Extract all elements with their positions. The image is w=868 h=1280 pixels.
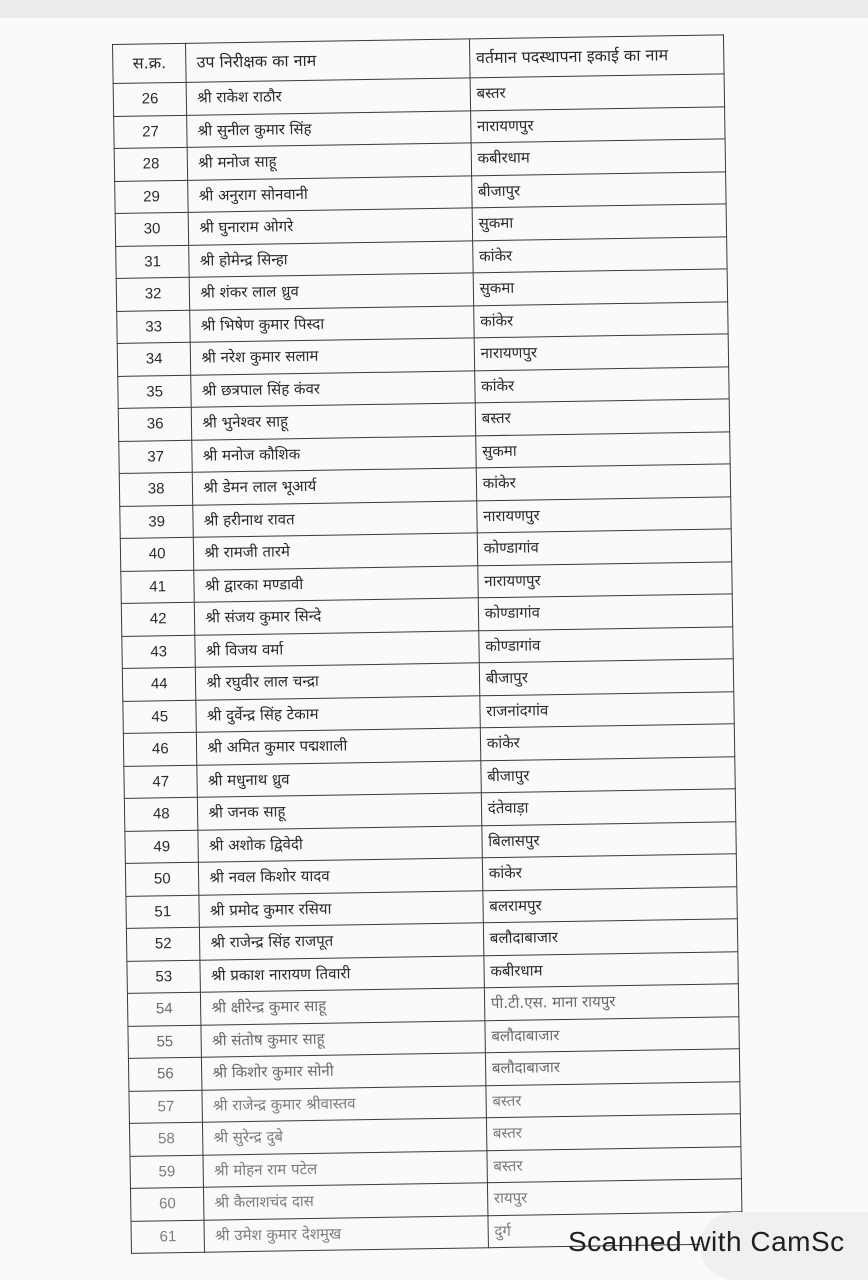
serial-cell: 57 [129,1090,203,1124]
posting-unit-cell: बलौदाबाजार [483,919,738,955]
posting-unit-cell: बस्तर [486,1081,741,1117]
officer-name-cell: श्री किशोर कुमार सोनी [202,1053,486,1090]
officer-name-cell: श्री होमेन्द्र सिन्हा [189,240,473,277]
serial-cell: 45 [123,700,197,734]
posting-unit-cell: कांकेर [473,301,728,337]
officer-name-cell: श्री छत्रपाल सिंह कंवर [191,370,475,407]
scanner-watermark: Scanned with CamSc [568,1226,845,1257]
serial-cell: 37 [119,440,193,474]
posting-unit-cell: बस्तर [486,1114,741,1150]
serial-cell: 50 [125,862,199,896]
serial-cell: 44 [122,667,196,701]
posting-unit-cell: कांकेर [472,236,727,272]
posting-unit-cell: रायपुर [487,1179,742,1215]
officer-name-cell: श्री मोहन राम पटेल [203,1150,487,1187]
serial-cell: 48 [124,797,198,831]
posting-unit-cell: बलौदाबाजार [485,1016,740,1052]
serial-cell: 49 [125,830,199,864]
officer-name-cell: श्री सुनील कुमार सिंह [187,110,471,147]
officer-name-cell: श्री संतोष कुमार साहू [201,1020,485,1057]
serial-cell: 56 [128,1057,202,1091]
officer-name-cell: श्री रामजी तारमे [194,533,478,570]
table-body [113,74,742,1253]
officer-name-cell: श्री दुर्वेन्द्र सिंह टेकाम [196,695,480,732]
posting-unit-cell: नारायणपुर [476,496,731,532]
posting-unit-cell: बिलासपुर [482,821,737,857]
serial-cell: 31 [116,245,190,279]
posting-unit-cell: बलौदाबाजार [485,1049,740,1085]
officer-name-cell: श्री राजेन्द्र सिंह राजपूत [200,923,484,960]
serial-cell: 35 [118,375,192,409]
serial-cell: 52 [126,927,200,961]
officer-name-cell: श्री हरीनाथ रावत [193,500,477,537]
officer-name-cell: श्री मनोज साहू [187,143,471,180]
officer-name-cell: श्री शंकर लाल ध्रुव [190,273,474,310]
officer-name-cell: श्री मनोज कौशिक [192,435,476,472]
posting-unit-cell: कांकेर [482,854,737,890]
officer-name-cell: श्री प्रमोद कुमार रसिया [199,890,483,927]
posting-unit-cell: बीजापुर [481,756,736,792]
serial-cell: 51 [126,895,200,929]
officer-name-cell: श्री अशोक द्विवेदी [198,825,482,862]
posting-unit-cell: कबीरधाम [484,951,739,987]
serial-cell: 30 [115,212,189,246]
serial-cell: 42 [121,602,195,636]
posting-unit-cell: दुर्ग [488,1211,743,1247]
officer-name-cell: श्री नरेश कुमार सलाम [191,338,475,375]
posting-unit-cell: बीजापुर [479,659,734,695]
officer-name-cell: श्री डेमन लाल भूआर्य [193,468,477,505]
posting-unit-cell: नारायणपुर [477,561,732,597]
serial-cell: 28 [114,147,188,181]
posting-unit-cell: नारायणपुर [474,334,729,370]
posting-unit-cell: कोण्डागांव [478,594,733,630]
scanned-document-page [0,18,868,1280]
posting-unit-cell: कांकेर [480,724,735,760]
serial-cell: 54 [127,992,201,1026]
header-officer-name: उप निरीक्षक का नाम [186,39,470,82]
serial-cell: 27 [114,115,188,149]
officer-name-cell: श्री घुनाराम ओगरे [189,208,473,245]
officer-name-cell: श्री राकेश राठौर [186,78,470,115]
header-serial-number: स.क्र. [113,43,187,83]
top-status-strip [0,0,868,18]
officer-name-cell: श्री क्षीरेन्द्र कुमार साहू [201,988,485,1025]
officer-name-cell: श्री अनुराग सोनवानी [188,175,472,212]
serial-cell: 43 [122,635,196,669]
posting-unit-cell: बीजापुर [471,171,726,207]
serial-cell: 39 [120,505,194,539]
header-posting-unit: वर्तमान पदस्थापना इकाई का नाम [469,35,724,78]
serial-cell: 46 [123,732,197,766]
officer-name-cell: श्री भुनेश्वर साहू [192,403,476,440]
posting-unit-cell: राजनांदगांव [480,691,735,727]
serial-cell: 34 [117,342,191,376]
officer-name-cell: श्री विजय वर्मा [195,630,479,667]
posting-unit-cell: कोण्डागांव [479,626,734,662]
posting-unit-cell: दंतेवाड़ा [481,789,736,825]
serial-cell: 38 [119,472,193,506]
officer-name-cell: श्री उमेश कुमार देशमुख [204,1215,488,1252]
officer-name-cell: श्री संजय कुमार सिन्दे [195,598,479,635]
serial-cell: 47 [124,765,198,799]
posting-unit-cell: कांकेर [474,366,729,402]
serial-cell: 33 [117,310,191,344]
serial-cell: 41 [121,570,195,604]
posting-unit-cell: सुकमा [472,204,727,240]
officer-name-cell: श्री जनक साहू [198,793,482,830]
officer-name-cell: श्री भिषेण कुमार पिस्दा [190,305,474,342]
officer-name-cell: श्री प्रकाश नारायण तिवारी [200,955,484,992]
officer-name-cell: श्री सुरेन्द्र दुबे [203,1118,487,1155]
posting-unit-cell: कबीरधाम [471,139,726,175]
posting-unit-cell: बलरामपुर [483,886,738,922]
officer-name-cell: श्री अमित कुमार पद्मशाली [197,728,481,765]
posting-unit-cell: सुकमा [473,269,728,305]
serial-cell: 55 [128,1025,202,1059]
posting-unit-cell: बस्तर [487,1146,742,1182]
officer-name-cell: श्री नवल किशोर यादव [199,858,483,895]
posting-unit-cell: सुकमा [475,431,730,467]
officer-name-cell: श्री रघुवीर लाल चन्द्रा [196,663,480,700]
posting-unit-cell: बस्तर [475,399,730,435]
officer-name-cell: श्री मधुनाथ ध्रुव [197,760,481,797]
serial-cell: 59 [130,1155,204,1189]
serial-cell: 36 [118,407,192,441]
posting-unit-cell: कोण्डागांव [477,529,732,565]
serial-cell: 40 [120,537,194,571]
officer-posting-table [112,34,743,1253]
serial-cell: 29 [115,180,189,214]
officer-name-cell: श्री राजेन्द्र कुमार श्रीवास्तव [202,1085,486,1122]
posting-unit-cell: पी.टी.एस. माना रायपुर [484,984,739,1020]
posting-unit-cell: बस्तर [470,74,725,110]
posting-unit-cell: नारायणपुर [470,106,725,142]
serial-cell: 61 [131,1220,205,1254]
serial-cell: 60 [130,1187,204,1221]
serial-cell: 26 [113,82,187,116]
serial-cell: 58 [129,1122,203,1156]
officer-name-cell: श्री कैलाशचंद दास [204,1183,488,1220]
serial-cell: 32 [116,277,190,311]
posting-unit-cell: कांकेर [476,464,731,500]
serial-cell: 53 [127,960,201,994]
officer-name-cell: श्री द्वारका मण्डावी [194,565,478,602]
